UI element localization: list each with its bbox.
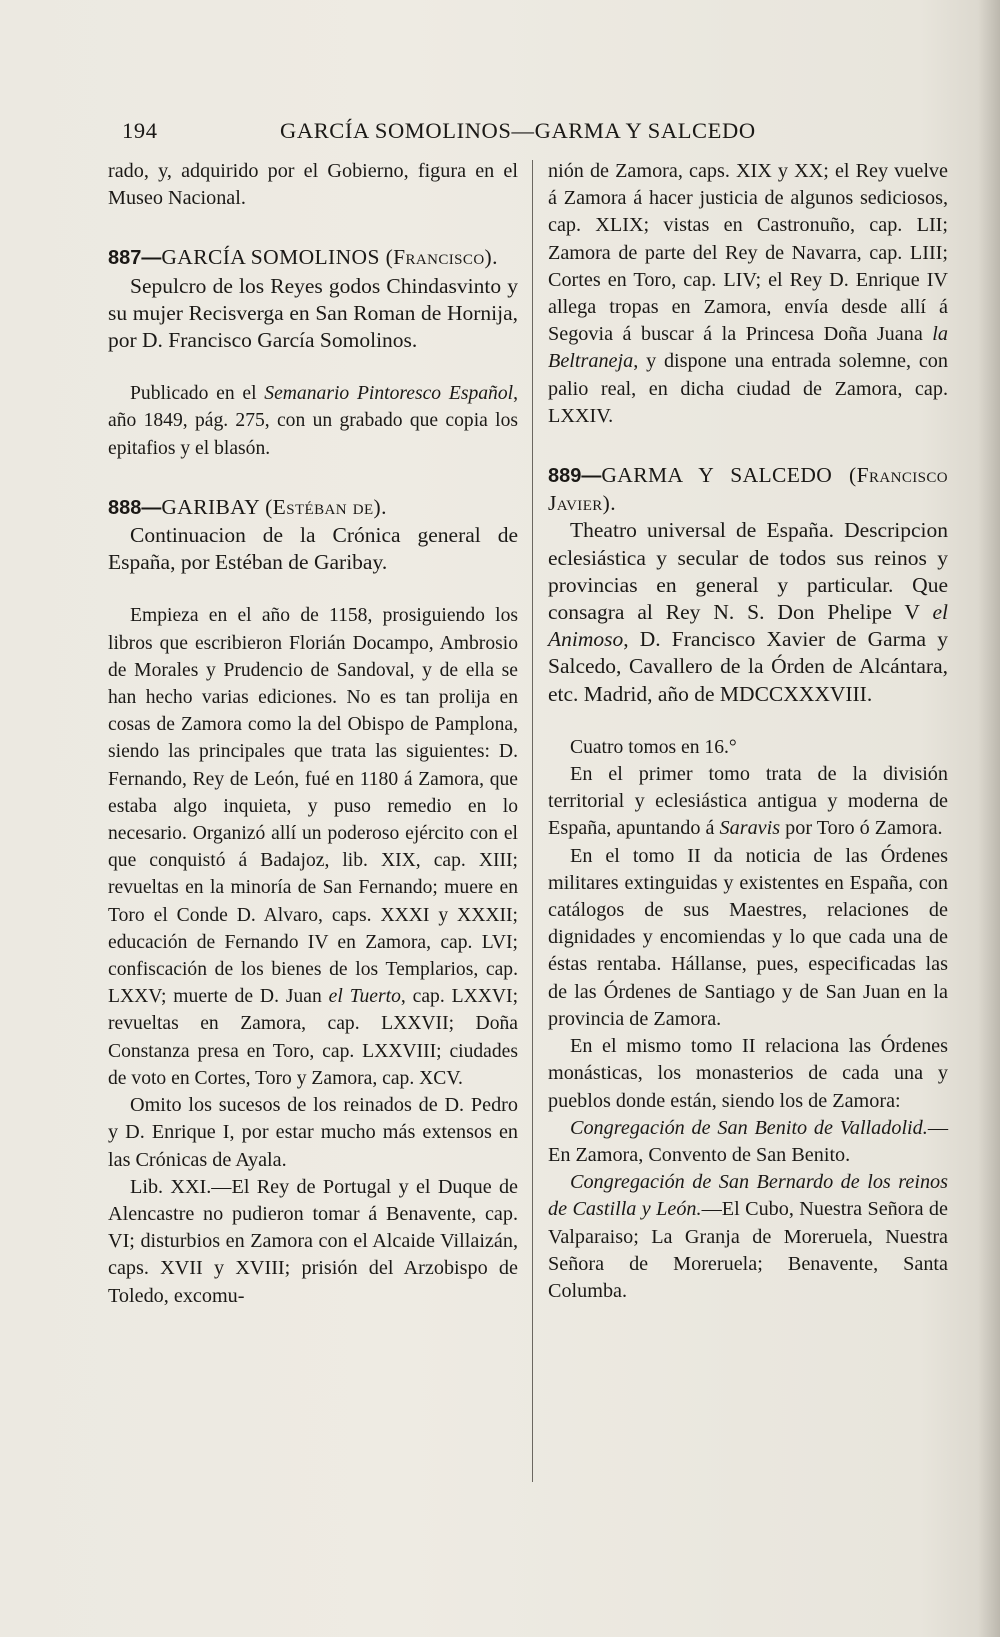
note-italic: Semanario Pintoresco Español [264,383,514,405]
note-text: por Toro ó Zamora. [780,817,943,840]
entry-number: 887— [108,247,162,270]
title-italic: el Animoso [548,600,948,652]
continuation-text [548,158,948,430]
note-text: , cap. LXXVI; revueltas en Zamora, cap. LXXVII; Doña Constanza presa en Toro, cap. LXXVIII; ciudades de voto en Cortes, Toro y Zamora, cap. XCV. [108,986,519,1089]
continuation-text: rado, y, adquirido por el Gobierno, figura en el Museo Nacional. [108,160,518,210]
entry-889-note-3: En el tomo II da noticia de las Órdenes militares extinguidas y existentes en España, con catálogos de sus Maestres, relaciones de dignidades y encomiendas y lo que cada una de éstas rentaba. Hállanse, pues, especificadas las de las Órdenes de Santiago y de San Juan en la provincia de Zamora. [548,844,948,1030]
entry-889-item-2 [548,1169,948,1305]
left-column [108,158,518,1310]
note-italic: Congregación de San Bernardo de los reinos de Castilla y León. [548,1171,948,1221]
note-text: En el primer tomo trata de la división territorial y eclesiástica antigua y moderna de España, apuntando á [548,763,948,840]
entry-889-item-1 [548,1115,948,1169]
note-text: —En Zamora, Convento de San Benito. [548,1116,948,1166]
entry-888-heading [108,494,518,522]
entry-887-note [108,380,518,462]
entry-889-heading [548,462,948,517]
note-italic: la Beltraneja [548,323,948,373]
note-italic: el Tuerto [328,986,401,1008]
page-number: 194 [122,118,158,143]
entry-number: 889— [548,465,602,488]
note-italic: Congregación de San Benito de Valladolid. [570,1116,928,1139]
entry-888-para-2: Omito los sucesos de los reinados de D. Pedro y D. Enrique I, por estar mucho más extensos en las Crónicas de Ayala. [108,1094,518,1171]
page-edge-shadow [978,0,1000,1637]
entry-889-title [548,517,948,707]
entry-number: 888— [108,496,162,519]
entry-888-para-3: Lib. XXI.—El Rey de Portugal y el Duque de Alencastre no pudieron tomar á Benavente, cap. VI; disturbios en Zamora con el Alcaide Villaizán, caps. XVII y XVIII; prisión del Arzobispo de Toledo, excomu- [108,1175,518,1307]
note-text: nión de Zamora, caps. XIX y XX; el Rey vuelve á Zamora á hacer justicia de algunos sediciosos, cap. XLIX; vistas en Castronuño, cap. LII; Zamora de parte del Rey de Navarra, cap. LIII; Cortes en Toro, cap. LIV; el Rey D. Enrique IV allega tropas en Zamora, envía desde allí á Segovia á buscar á la Princesa Doña Juana [548,160,948,346]
entry-author: GARCÍA SOMOLINOS (Francisco). [161,245,498,270]
entry-888-note [108,602,518,1092]
entry-author: GARMA Y SALCEDO (Francisco Javier). [548,463,948,516]
title-text: Theatro universal de España. Descripcion eclesiástica y secular de todos sus reinos y provincias en general y particular. Que consagra al Rey N. S. Don Phelipe V [548,518,948,625]
entry-889-note-2 [548,761,948,843]
entry-author: GARIBAY (Estéban de). [161,494,387,519]
entry-888-title: Continuacion de la Crónica general de España, por Estéban de Garibay. [108,523,518,575]
note-italic: Saravis [719,817,781,840]
note-text: , y dispone una entrada solemne, con palio real, en dicha ciudad de Zamora, cap. LXXIV. [548,350,948,427]
note-text: Publicado en el [130,383,265,405]
entry-889-note-4: En el mismo tomo II relaciona las Órdenes monásticas, los monasterios de cada una y pueblos donde están, siendo los de Zamora: [548,1035,948,1112]
column-divider [532,160,533,1482]
note-text: Empieza en el año de 1158, prosiguiendo los libros que escribieron Florián Docampo, Ambrosio de Morales y Prudencio de Sandoval, y de ella se han hecho varias ediciones. No es tan prolija en cosas de Zamora como la del Obispo de Pamplona, siendo las principales que trata las siguientes: D. Fernando, Rey de León, fué en 1180 á Zamora, que estaba algo inquieta, y puso remedio en lo necesario. Organizó allí un poderoso ejército con el que conquistó á Badajoz, lib. XIX, cap. XIII; revueltas en la minoría de San Fernando; muere en Toro el Conde D. Alvaro, caps. XXXI y XXXII; educación de Fernando IV en Zamora, cap. LVI; confiscación de los bienes de los Templarios, cap. LXXV; muerte de D. Juan [108,605,518,1008]
title-text: , D. Francisco Xavier de Garma y Salcedo, Cavallero de la Órden de Alcántara, etc. Madrid, año de MDCCXXXVIII. [548,627,948,706]
running-title: GARCÍA SOMOLINOS—GARMA Y SALCEDO [280,118,756,143]
entry-887-title: Sepulcro de los Reyes godos Chindasvinto y su mujer Recisverga en San Roman de Hornija, por D. Francisco García Somolinos. [108,273,518,353]
entry-887-heading [108,244,518,272]
entry-889-note-1: Cuatro tomos en 16.° [570,736,737,758]
note-text: , año 1849, pág. 275, con un grabado que copia los epitafios y el blasón. [108,383,518,459]
right-column [548,158,948,1305]
note-text: —El Cubo, Nuestra Señora de Valparaiso; La Granja de Moreruela, Nuestra Señora de Moreruela; Benavente, Santa Columba. [548,1198,948,1302]
